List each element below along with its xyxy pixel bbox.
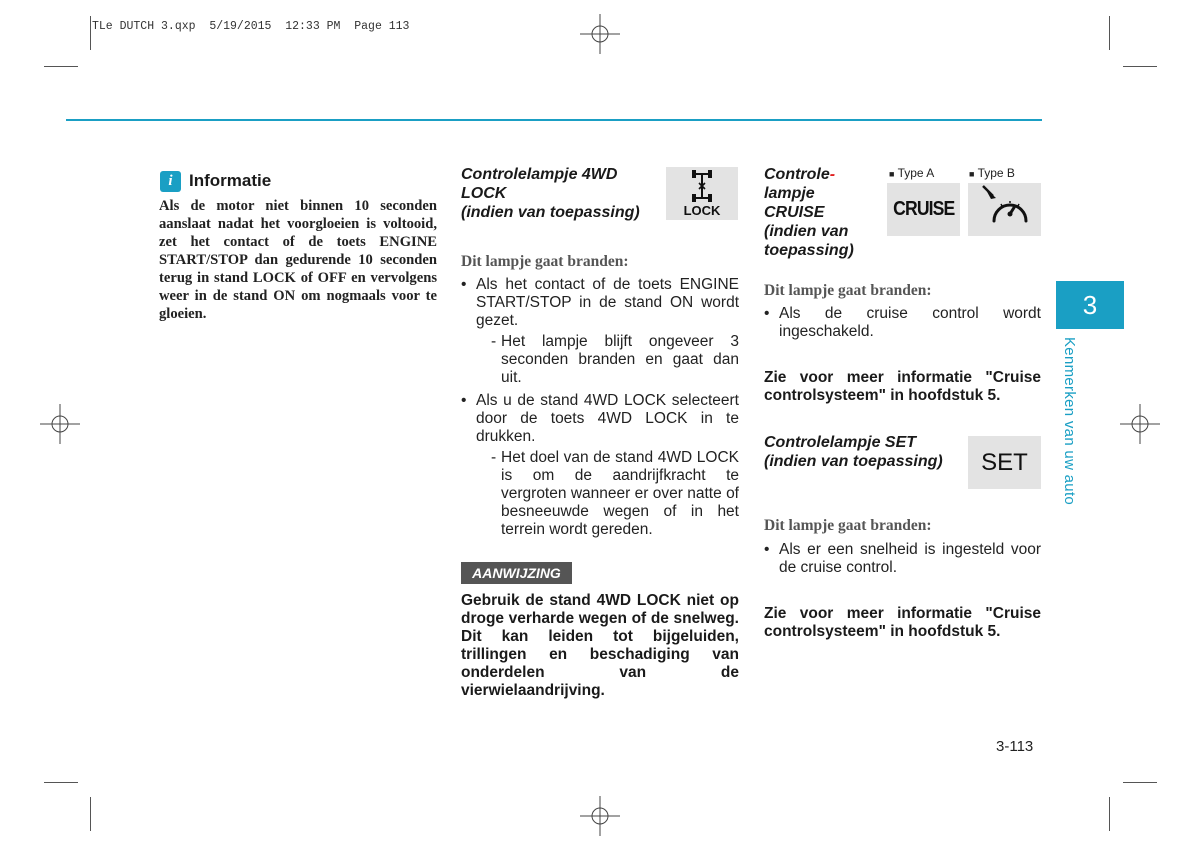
sub-item <box>476 449 739 539</box>
crop-mark <box>1123 782 1157 783</box>
page-number: 3-113 <box>996 738 1034 755</box>
crop-mark <box>90 797 91 831</box>
notice-label: AANWIJZING <box>461 562 572 584</box>
bullet-glyph: • <box>764 305 770 322</box>
heading-line: (indien van <box>764 223 849 240</box>
set-reference: Zie voor meer informatie "Cruise controlsysteem" in hoofdstuk 5. <box>764 605 1041 640</box>
crop-mark <box>1109 16 1110 50</box>
list-item <box>764 541 1041 577</box>
type-b-text: Type B <box>977 166 1015 180</box>
list-item <box>764 305 1041 341</box>
heading-part: Controle <box>764 166 830 183</box>
heading-line: Controlelampje 4WD <box>461 166 618 183</box>
heading-line: toepassing) <box>764 242 854 259</box>
dash-glyph: - <box>491 449 497 466</box>
cruise-label: CRUISE <box>892 198 955 220</box>
4wd-description <box>461 276 739 544</box>
bullet-text: Als de cruise control wordt ingeschakeld. <box>779 305 1041 340</box>
crop-mark <box>1109 797 1110 831</box>
info-icon: i <box>160 171 181 192</box>
registration-mark <box>1120 404 1160 444</box>
set-indicator <box>968 436 1041 489</box>
bullet-glyph: • <box>461 276 467 293</box>
list-item <box>461 392 739 539</box>
bullet-glyph: • <box>461 392 467 409</box>
lights-heading: Dit lampje gaat branden: <box>461 253 629 270</box>
info-heading <box>160 170 271 192</box>
header-rule <box>66 119 1042 121</box>
lights-heading: Dit lampje gaat branden: <box>764 282 932 299</box>
chapter-tab: 3 <box>1056 281 1124 329</box>
section-heading-set <box>764 433 969 471</box>
heading-line: (indien van toepassing) <box>764 453 943 470</box>
dash-glyph: - <box>491 333 497 350</box>
crop-mark <box>44 66 78 67</box>
heading-hyphen: - <box>829 166 836 183</box>
square-glyph: ■ <box>889 169 895 179</box>
registration-mark <box>580 796 620 836</box>
section-heading-cruise <box>764 165 882 260</box>
sub-text: Het lampje blijft ongeveer 3 seconden branden en gaat dan uit. <box>501 333 739 386</box>
square-glyph: ■ <box>969 169 975 179</box>
list-item <box>461 276 739 387</box>
heading-line: Controlelampje SET <box>764 434 917 451</box>
registration-mark <box>580 14 620 54</box>
print-slug: TLe DUTCH 3.qxp 5/19/2015 12:33 PM Page 113 <box>92 20 410 33</box>
type-a-text: Type A <box>897 166 935 180</box>
registration-mark <box>40 404 80 444</box>
info-title: Informatie <box>189 171 272 190</box>
bullet-text: Als er een snelheid is ingesteld voor de cruise control. <box>779 541 1041 576</box>
speedometer-icon <box>968 183 1041 236</box>
4wd-lock-indicator <box>666 167 738 220</box>
heading-line: LOCK <box>461 185 507 202</box>
crop-mark <box>44 782 78 783</box>
cruise-indicator-type-a <box>887 183 960 236</box>
set-description <box>764 541 1041 582</box>
type-b-label <box>969 166 1015 180</box>
type-a-label <box>889 166 934 180</box>
cruise-reference: Zie voor meer informatie "Cruise controlsysteem" in hoofdstuk 5. <box>764 369 1041 404</box>
chapter-label <box>1061 337 1099 507</box>
section-heading-4wd <box>461 165 666 222</box>
sub-item <box>476 333 739 387</box>
crop-mark <box>1123 66 1157 67</box>
bullet-glyph: • <box>764 541 770 558</box>
heading-line: (indien van toepassing) <box>461 204 640 221</box>
bullet-text: Als u de stand 4WD LOCK selecteert door de toets 4WD LOCK in te drukken. <box>476 392 739 445</box>
crop-mark <box>90 16 91 50</box>
lock-label: LOCK <box>683 203 721 218</box>
cruise-description <box>764 305 1041 346</box>
cruise-indicator-type-b <box>968 183 1041 236</box>
sub-text: Het doel van de stand 4WD LOCK is om de aandrijfkracht te vergroten wanneer er over natte of besneeuwde wegen of in het terrein wordt gereden. <box>501 449 739 538</box>
bullet-text: Als het contact of de toets ENGINE START/STOP in de stand ON wordt gezet. <box>476 276 739 329</box>
heading-line <box>764 165 882 184</box>
chapter-label-text: Kenmerken van uw auto <box>1061 337 1078 506</box>
heading-line: CRUISE <box>764 204 825 221</box>
lights-heading: Dit lampje gaat branden: <box>764 517 932 534</box>
notice-text: Gebruik de stand 4WD LOCK niet op droge verharde wegen of de snelweg. Dit kan leiden tot bijgeluiden, trillingen en beschadiging van onderdelen van de vierwielaandrijving. <box>461 592 739 699</box>
set-label: SET <box>981 448 1028 476</box>
info-body: Als de motor niet binnen 10 seconden aanslaat nadat het voorgloeien is voltooid, zet het contact of de toets ENGINE START/STOP dan gedurende 10 seconden terug in stand LOCK of OFF en vervolgens weer in de stand ON om nogmaals voor te gloeien. <box>159 198 437 322</box>
heading-line: lampje <box>764 185 815 202</box>
